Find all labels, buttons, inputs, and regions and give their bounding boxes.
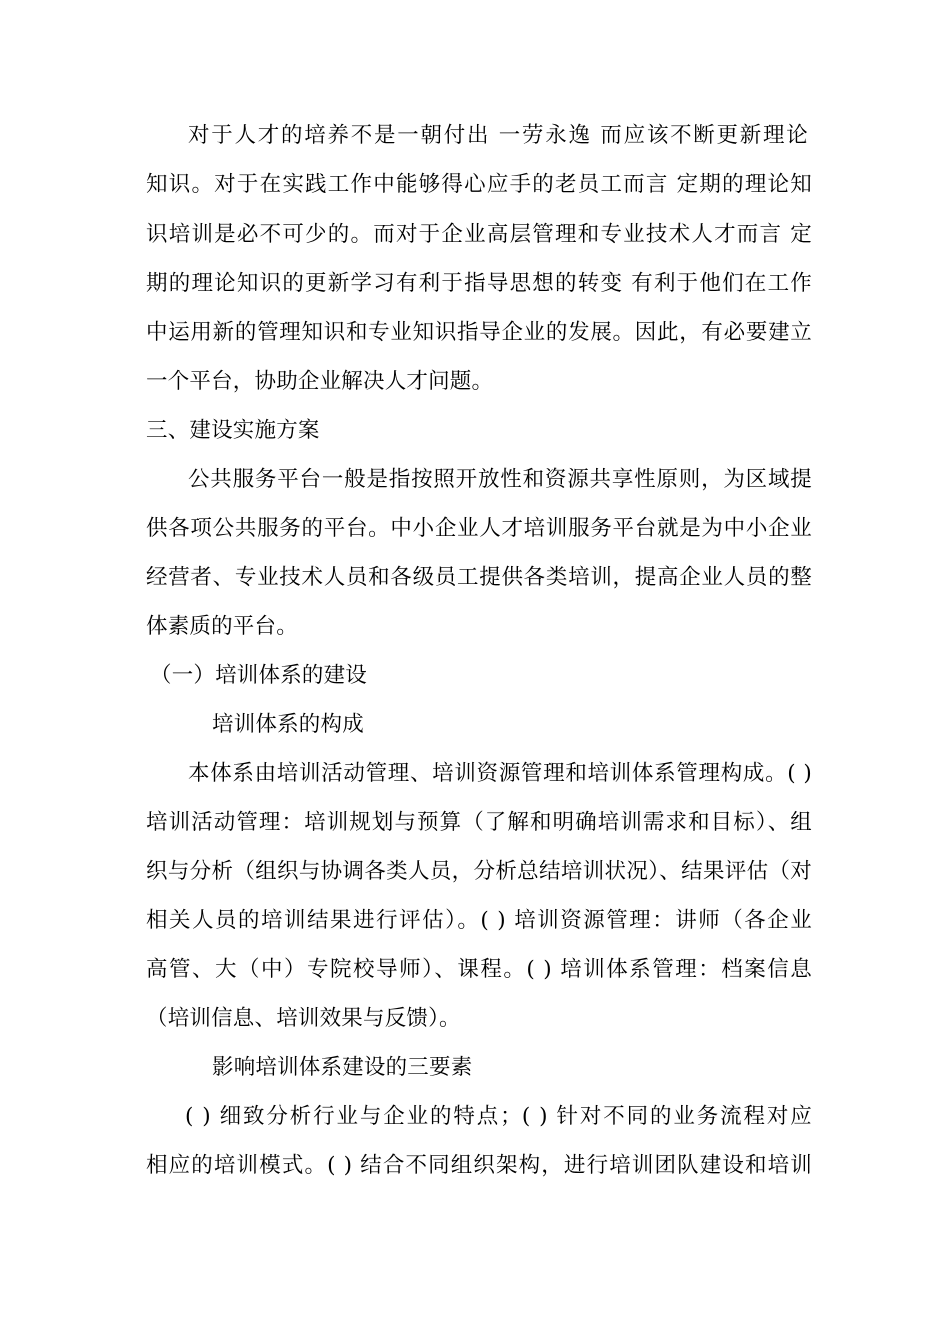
paragraph-line: 体素质的平台。: [146, 614, 298, 639]
item-heading: 影响培训体系建设的三要素: [212, 1055, 473, 1080]
paragraph-line: 织与分析（组织与协调各类人员，分析总结培训状况）、结果评估（对: [146, 859, 812, 884]
paragraph-line: 期的理论知识的更新学习有利于指导思想的转变 有利于他们在工作: [146, 271, 812, 296]
paragraph-line: 供各项公共服务的平台。中小企业人才培训服务平台就是为中小企业: [146, 516, 812, 541]
paragraph-line: 对于人才的培养不是一朝付出 一劳永逸 而应该不断更新理论: [188, 123, 808, 148]
paragraph-line: ( ) 细致分析行业与企业的特点；( ) 针对不同的业务流程对应: [185, 1104, 812, 1129]
paragraph-line: 知识。对于在实践工作中能够得心应手的老员工而言 定期的理论知: [146, 172, 812, 197]
paragraph-line: 本体系由培训活动管理、培训资源管理和培训体系管理构成。( ): [188, 761, 812, 786]
paragraph-line: 相应的培训模式。( ) 结合不同组织架构，进行培训团队建设和培训: [146, 1153, 812, 1178]
paragraph-line: 相关人员的培训结果进行评估）。( ) 培训资源管理：讲师（各企业: [146, 908, 812, 933]
paragraph-line: 经营者、专业技术人员和各级员工提供各类培训，提高企业人员的整: [146, 565, 812, 590]
paragraph-line: （培训信息、培训效果与反馈）。: [146, 1006, 461, 1031]
paragraph-line: 公共服务平台一般是指按照开放性和资源共享性原则，为区域提: [188, 467, 812, 492]
paragraph-line: 培训活动管理：培训规划与预算（了解和明确培训需求和目标）、组: [146, 810, 812, 835]
paragraph-line: 高管、大（中）专院校导师）、课程。( ) 培训体系管理：档案信息: [146, 957, 812, 982]
paragraph-line: 中运用新的管理知识和专业知识指导企业的发展。因此，有必要建立: [146, 320, 812, 345]
paragraph-line: 一个平台，协助企业解决人才问题。: [146, 369, 494, 394]
section-heading: 三、建设实施方案: [146, 418, 320, 443]
paragraph-line: 识培训是必不可少的。而对于企业高层管理和专业技术人才而言 定: [146, 222, 812, 247]
subsection-heading: （一）培训体系的建设: [150, 663, 368, 688]
item-heading: 培训体系的构成: [212, 712, 364, 737]
